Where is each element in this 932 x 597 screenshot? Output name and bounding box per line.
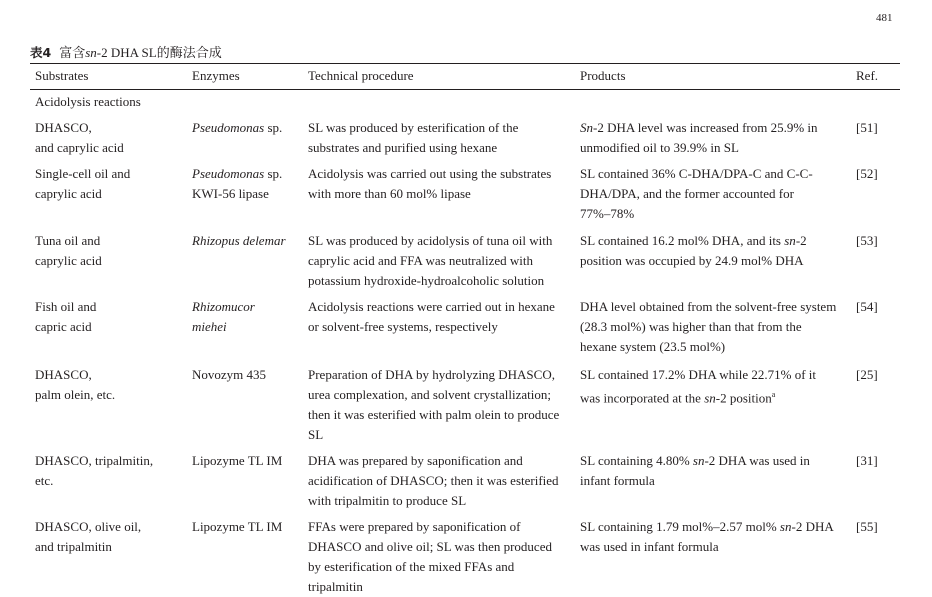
products-italic: sn xyxy=(784,233,796,248)
cell-technical-procedure xyxy=(308,231,552,291)
products-line: hexane system (23.5 mol%) xyxy=(580,339,726,354)
cell-ref: [31] xyxy=(856,453,878,468)
cell-products xyxy=(580,297,836,357)
procedure-line: DHA was prepared by saponification and xyxy=(308,453,523,468)
header-enzymes: Enzymes xyxy=(192,68,240,83)
products-line: DHA level obtained from the solvent-free system xyxy=(580,299,837,314)
enzyme-name: sp. xyxy=(264,166,283,181)
procedure-line: or solvent-free systems, respectively xyxy=(308,319,498,334)
products-line: -2 DHA xyxy=(791,519,834,534)
enzyme-name-italic: Rhizomucor xyxy=(192,299,255,314)
table-label: 表4 xyxy=(30,45,52,60)
footnote-marker: a xyxy=(771,390,776,399)
products-line: was used in infant formula xyxy=(580,539,719,554)
cell-technical-procedure xyxy=(308,365,559,445)
section-title: Acidolysis reactions xyxy=(35,94,141,109)
cell-enzymes xyxy=(192,164,282,204)
substrates-line: DHASCO, olive oil, xyxy=(35,519,142,534)
cell-ref: [55] xyxy=(856,519,878,534)
cell-ref: [52] xyxy=(856,166,878,181)
cell-enzymes xyxy=(192,451,282,471)
substrates-line: and caprylic acid xyxy=(35,140,124,155)
enzyme-name-italic: Rhizopus delemar xyxy=(192,233,286,248)
procedure-line: with tripalmitin to produce SL xyxy=(308,493,467,508)
products-italic: Sn xyxy=(580,120,593,135)
cell-enzymes xyxy=(192,118,282,138)
products-line: -2 DHA was used in xyxy=(704,453,810,468)
caption-text-after: -2 DHA SL的酶法合成 xyxy=(96,45,222,60)
substrates-line: and tripalmitin xyxy=(35,539,112,554)
products-line: infant formula xyxy=(580,473,655,488)
header-products: Products xyxy=(580,68,626,83)
cell-ref: [25] xyxy=(856,367,878,382)
procedure-line: potassium hydroxide-hydroalcoholic solution xyxy=(308,273,545,288)
cell-ref: [54] xyxy=(856,299,878,314)
procedure-line: urea complexation, and solvent crystallization; xyxy=(308,387,551,402)
substrates-line: capric acid xyxy=(35,319,92,334)
products-italic: sn xyxy=(692,453,705,468)
procedure-line: acidification of DHASCO; then it was esterified xyxy=(308,473,559,488)
cell-enzymes xyxy=(192,517,282,537)
substrates-line: DHASCO, tripalmitin, xyxy=(35,453,154,468)
procedure-line: FFAs were prepared by saponification of xyxy=(308,519,521,534)
products-line: (28.3 mol%) was higher than that from the xyxy=(580,319,802,334)
enzyme-name-italic: miehei xyxy=(192,319,227,334)
caption-text-before: 富含 xyxy=(59,45,86,60)
products-line: SL containing 1.79 mol%–2.57 mol% xyxy=(580,519,780,534)
cell-substrates xyxy=(35,118,124,158)
cell-ref: [51] xyxy=(856,120,878,135)
cell-products xyxy=(580,164,813,224)
page-number: 481 xyxy=(876,12,893,24)
procedure-line: tripalmitin xyxy=(308,579,363,594)
substrates-line: caprylic acid xyxy=(35,253,102,268)
cell-substrates xyxy=(35,451,153,491)
cell-enzymes xyxy=(192,297,255,337)
products-line: was incorporated at the xyxy=(580,390,705,406)
cell-technical-procedure xyxy=(308,118,518,158)
procedure-line: by esterification of the mixed FFAs and xyxy=(308,559,515,574)
cell-products xyxy=(580,365,816,408)
products-italic: sn xyxy=(779,519,792,534)
procedure-line: substrates and purified using hexane xyxy=(308,140,498,155)
cell-ref: [53] xyxy=(856,233,878,248)
cell-substrates xyxy=(35,231,102,271)
cell-enzymes xyxy=(192,365,266,385)
enzyme-name: sp. xyxy=(264,120,283,135)
cell-technical-procedure xyxy=(308,451,559,511)
cell-substrates xyxy=(35,365,115,405)
enzyme-name: Novozym 435 xyxy=(192,367,267,382)
procedure-line: SL xyxy=(308,427,324,442)
cell-technical-procedure xyxy=(308,164,551,204)
substrates-line: Single-cell oil and xyxy=(35,166,131,181)
products-line: SL contained 16.2 mol% DHA, and its xyxy=(580,233,785,248)
procedure-line: with more than 60 mol% lipase xyxy=(308,186,471,201)
enzyme-name-italic: Pseudomonas xyxy=(192,120,265,135)
enzyme-name: Lipozyme TL IM xyxy=(192,453,283,468)
cell-substrates xyxy=(35,297,96,337)
cell-substrates xyxy=(35,164,130,204)
cell-products xyxy=(580,517,834,557)
procedure-line: caprylic acid and FFA was neutralized with xyxy=(308,253,534,268)
header-ref: Ref. xyxy=(856,68,879,83)
products-line: -2 DHA level was increased from 25.9% in xyxy=(593,120,818,135)
products-line: -2 xyxy=(795,233,807,248)
procedure-line: Acidolysis reactions were carried out in hexane xyxy=(308,299,555,314)
table-caption xyxy=(30,42,222,61)
header-substrates: Substrates xyxy=(35,68,89,83)
procedure-line: DHASCO and olive oil; SL was then produced xyxy=(308,539,552,554)
cell-substrates xyxy=(35,517,141,557)
cell-products xyxy=(580,451,810,491)
products-italic: sn xyxy=(704,390,716,406)
procedure-line: Preparation of DHA by hydrolyzing DHASCO, xyxy=(308,367,555,382)
substrates-line: Tuna oil and xyxy=(35,233,101,248)
products-line: SL contained 36% C-DHA/DPA-C and C-C- xyxy=(580,166,813,181)
substrates-line: DHASCO, xyxy=(35,367,92,382)
products-line: position was occupied by 24.9 mol% DHA xyxy=(580,253,804,268)
procedure-line: SL was produced by esterification of the xyxy=(308,120,519,135)
products-line: SL containing 4.80% xyxy=(580,453,693,468)
substrates-line: DHASCO, xyxy=(35,120,92,135)
procedure-line: SL was produced by acidolysis of tuna oil with xyxy=(308,233,553,248)
procedure-line: Acidolysis was carried out using the substrates xyxy=(308,166,552,181)
enzyme-name: KWI-56 lipase xyxy=(192,186,269,201)
products-line: DHA/DPA, and the former accounted for xyxy=(580,186,794,201)
products-line: SL contained 17.2% DHA while 22.71% of it xyxy=(580,367,817,382)
table-top-rule xyxy=(30,63,900,64)
caption-text-italic: sn xyxy=(85,45,97,60)
substrates-line: caprylic acid xyxy=(35,186,102,201)
enzyme-name-italic: Pseudomonas xyxy=(192,166,265,181)
substrates-line: etc. xyxy=(35,473,54,488)
products-line: 77%–78% xyxy=(580,206,635,221)
products-line: -2 position xyxy=(715,390,772,406)
table-header-rule xyxy=(30,89,900,90)
cell-products xyxy=(580,231,807,271)
substrates-line: palm olein, etc. xyxy=(35,387,116,402)
cell-technical-procedure xyxy=(308,517,552,597)
cell-enzymes xyxy=(192,231,286,251)
procedure-line: then it was esterified with palm olein to produce xyxy=(308,407,560,422)
header-technical-procedure: Technical procedure xyxy=(308,68,414,83)
cell-products xyxy=(580,118,818,158)
substrates-line: Fish oil and xyxy=(35,299,97,314)
enzyme-name: Lipozyme TL IM xyxy=(192,519,283,534)
products-line: unmodified oil to 39.9% in SL xyxy=(580,140,739,155)
cell-technical-procedure xyxy=(308,297,555,337)
